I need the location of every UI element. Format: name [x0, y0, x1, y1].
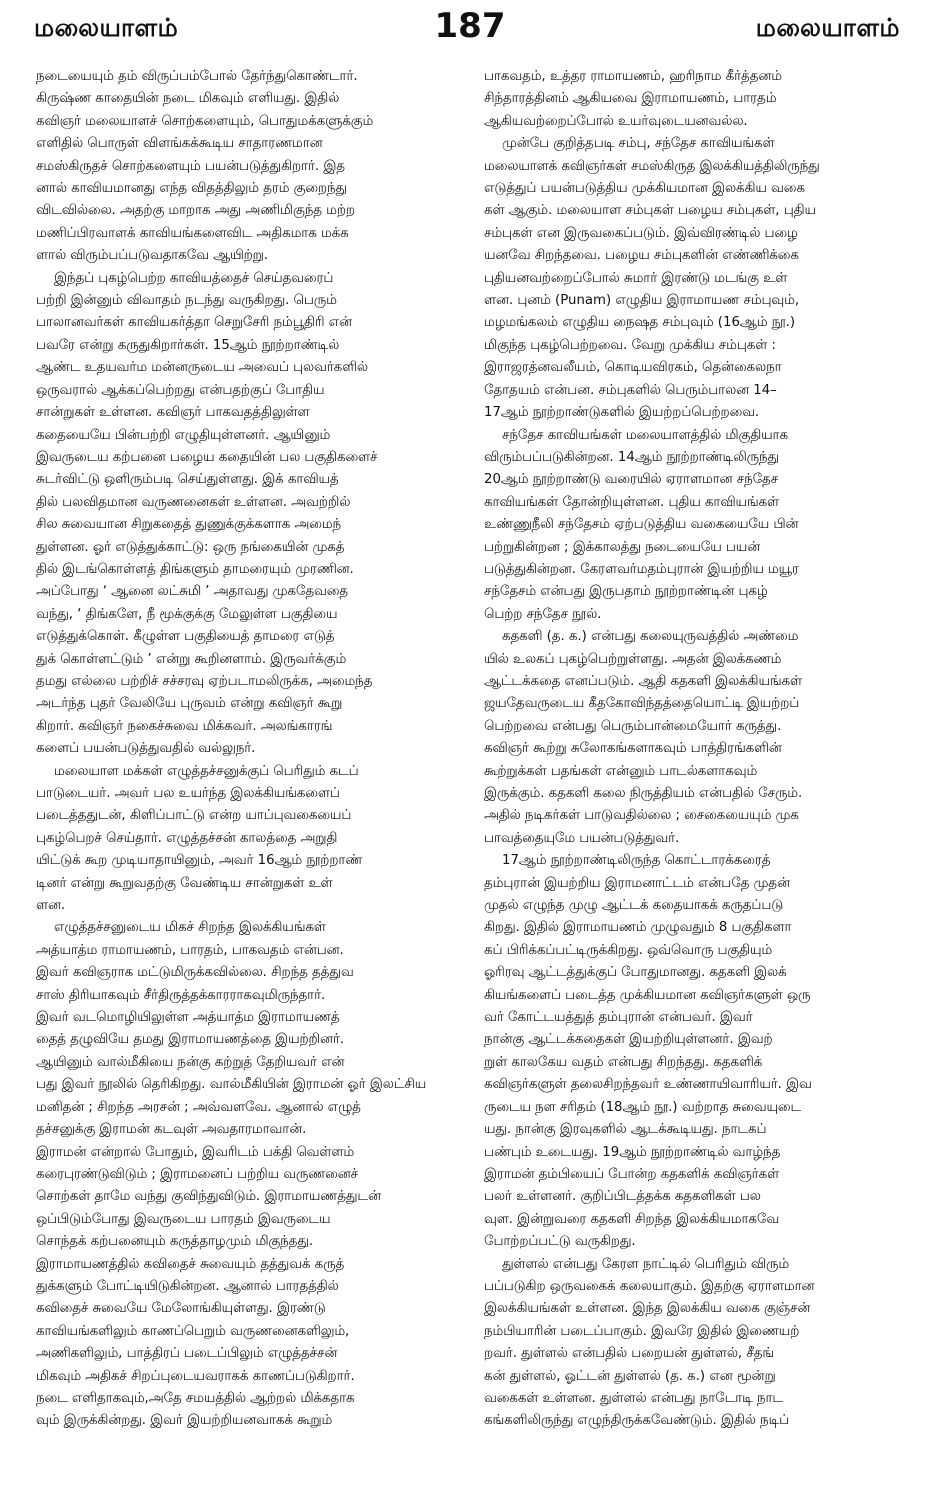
- text-line: ஆயினும் வால்மீகியை நன்கு கற்றுத் தேறியவர் என்: [36, 1054, 345, 1070]
- running-title-right: மலையாளம்: [755, 14, 900, 42]
- text-line: கவிஞர்களுள் தலைசிறந்தவர் உண்ணாயிவாரியர். இவ: [484, 1077, 812, 1093]
- text-line: சமஸ்கிருதச் சொற்களையும் பயன்படுத்துகிறார். இத: [36, 158, 345, 174]
- text-line: கப் பிரிக்கப்பட்டிருக்கிறது. ஒவ்வொரு பகுதியும்: [484, 942, 773, 958]
- text-line: முதல் எழுந்த முழு ஆட்டக் கதையாகக் கருதப்படு: [484, 898, 784, 914]
- running-title-left: மலையாளம்: [34, 14, 179, 42]
- text-line: விடவில்லை. அதற்கு மாறாக அது அணிமிகுந்த மற்ற: [36, 203, 355, 219]
- text-line: களைப் பயன்படுத்துவதில் வல்லுநர்.: [36, 741, 256, 757]
- text-line: கிறது. இதில் இராமாயணம் முழுவதும் 8 பகுதிகளா: [484, 920, 792, 936]
- text-line: சந்தேசம் என்பது இருபதாம் நூற்றாண்டின் புகழ்: [484, 584, 768, 600]
- text-line: சாஸ் திரியாகவும் சீர்திருத்தக்காரராகவுமிருந்தார்.: [36, 987, 326, 1003]
- text-line: யில் உலகப் புகழ்பெற்றுள்ளது. அதன் இலக்கணம்: [484, 651, 782, 667]
- text-line: மிகவும் அதிகச் சிறப்புடையவராகக் காணப்படுகிறார்.: [36, 1368, 355, 1384]
- text-line: டினர் என்று கூறுவதற்கு வேண்டிய சான்றுகள் உள்: [36, 875, 333, 891]
- text-line: தம்புரான் இயற்றிய இராமனாட்டம் என்பதே முதன்: [484, 875, 790, 891]
- text-line: பாகவதம், உத்தர ராமாயணம், ஹரிநாம கீர்த்தனம்: [484, 69, 782, 84]
- text-line: னால் காவியமானது எந்த விதத்திலும் தரம் குறைந்து: [36, 181, 348, 197]
- paragraph: [484, 425, 902, 627]
- text-line: பது இவர் நூலில் தெரிகிறது. வால்மீகியின் இராமன் ஓர் இலட்சிய: [36, 1077, 427, 1093]
- paragraph: [484, 66, 902, 133]
- text-line: பற்றி இன்னும் விவாதம் நடந்து வருகிறது. பெரும்: [36, 293, 337, 309]
- text-line: காவியங்களிலும் காணப்பெறும் வருணனைகளிலும்,: [36, 1323, 350, 1339]
- text-line: சொந்தக் கற்பனையும் கருத்தாழமும் மிகுந்தது.: [36, 1234, 314, 1250]
- text-line: பாடுடையர். அவர் பல உயர்ந்த இலக்கியங்களைப்: [36, 786, 340, 801]
- text-line: ஒருவரால் ஆக்கப்பெற்றது என்பதற்குப் போதிய: [36, 382, 325, 398]
- text-line: எடுத்துக்கொள். கீழுள்ள பகுதியைத் தாமரை எடுத்: [36, 629, 335, 645]
- text-line: கதகளி (த. க.) என்பது கலையுருவத்தில் அண்மை: [502, 629, 799, 645]
- paragraph: [484, 133, 902, 424]
- text-line: ஒப்பிடும்போது இவருடைய பாரதம் இவருடைய: [36, 1211, 331, 1227]
- text-line: தமது எல்லை பற்றிச் சச்சரவு ஏற்படாமலிருக்க, அமைந்த: [36, 673, 373, 689]
- text-line: 17ஆம் நூற்றாண்டுகளில் இயற்றப்பெற்றவை.: [484, 405, 760, 421]
- text-line: மலையாள மக்கள் எழுத்தச்சனுக்குப் பெரிதும் கடப்: [54, 763, 359, 779]
- text-line: யனவே சிறந்தவை. பழைய சம்புகளின் எண்ணிக்கை: [484, 248, 799, 264]
- text-line: அத்யாத்ம ராமாயணம், பாரதம், பாகவதம் என்பன.: [36, 942, 344, 958]
- text-line: அடர்ந்த புதர் வேலியே புருவம் என்று கவிஞர் கூறு: [36, 696, 343, 712]
- text-line: இராஜரத்னவலீயம், கொடியவிரகம், தென்கைலநா: [484, 360, 782, 376]
- text-line: வந்து, ‘ திங்களே, நீ மூக்குக்கு மேலுள்ள பகுதியை: [36, 606, 338, 622]
- text-line: ஆகியவற்றைப்போல் உயர்வுடையனவல்ல.: [484, 113, 748, 129]
- text-line: தில் இடங்கொள்ளத் திங்களும் தாமரையும் முரணின.: [36, 561, 354, 577]
- text-line: கிருஷ்ண காதையின் நடை மிகவும் எளியது. இதில்: [36, 91, 340, 107]
- text-line: ஓரிரவு ஆட்டத்துக்குப் போதுமானது. கதகளி இலக்: [484, 965, 787, 981]
- text-line: மலையாளக் கவிஞர்கள் சமஸ்கிருத இலக்கியத்திலிருந்து: [484, 158, 820, 174]
- text-line: வகைகள் உள்ளன. துள்ளல் என்பது நாடோடி நாட: [484, 1390, 783, 1406]
- text-line: அதில் நடிகர்கள் பாடுவதில்லை ; சைகையையும் முக: [484, 808, 799, 824]
- text-line: சில சுவையான சிறுகதைத் துணுக்குக்களாக அமைந்: [36, 517, 342, 533]
- text-line: போற்றப்பட்டு வருகிறது.: [484, 1234, 636, 1250]
- text-line: உண்ணுநீலி சந்தேசம் ஏற்படுத்திய வகையையே பின்: [484, 517, 799, 533]
- left-text-column: [36, 66, 454, 1486]
- text-line: வுள. இன்றுவரை கதகளி சிறந்த இலக்கியமாகவே: [484, 1211, 780, 1227]
- text-line: மழமங்கலம் எழுதிய நைஷத சம்புவும் (16ஆம் நூ.): [484, 315, 796, 331]
- text-line: 20ஆம் நூற்றாண்டு வரையில் ஏராளமான சந்தேச: [484, 472, 779, 488]
- text-line: மணிப்பிரவாளக் காவியங்களைவிட அதிகமாக மக்க: [36, 225, 349, 241]
- text-line: தில் பலவிதமான வருணனைகள் உள்ளன. அவற்றில்: [36, 494, 351, 510]
- text-line: ளன. புனம் (Punam) எழுதிய இராமாயண சம்புவும்,: [484, 293, 800, 309]
- paragraph: [484, 850, 902, 1253]
- text-line: தச்சனுக்கு இராமன் கடவுள் அவதாரமாவான்.: [36, 1122, 307, 1138]
- paragraph: [484, 1254, 902, 1433]
- text-line: பற்றுகின்றன ; இக்காலத்து நடையையே பயன்: [484, 539, 761, 555]
- text-line: படைத்ததுடன், கிளிப்பாட்டு என்ற யாப்புவகையைப்: [36, 808, 352, 824]
- text-line: எடுத்துப் பயன்படுத்திய முக்கியமான இலக்கிய வகை: [484, 181, 805, 197]
- text-line: பவரே என்று கருதுகிறார்கள். 15ஆம் நூற்றாண்டில்: [36, 337, 340, 353]
- text-line: எளிதில் பொருள் விளங்கக்கூடிய சாதாரணமான: [36, 136, 323, 152]
- text-line: புதியனவற்றைப்போல் சுமார் இரண்டு மடங்கு உள்: [484, 270, 788, 286]
- text-line: நடையையும் தம் விருப்பம்போல் தேர்ந்துகொண்டார்.: [36, 69, 358, 84]
- text-line: கள் ஆகும். மலையாள சம்புகள் பழைய சம்புகள், புதிய: [484, 203, 816, 219]
- right-text-column: [484, 66, 902, 1486]
- text-line: ஜயதேவருடைய கீதகோவிந்தத்தையொட்டி இயற்றப்: [484, 696, 800, 712]
- text-line: துக் கொள்ளட்டும் ’ என்று கூறினளாம். இருவர்க்கும்: [36, 651, 347, 667]
- text-line: கங்களிலிருந்து எழுந்திருக்கவேண்டும். இதில் நடிப்: [484, 1413, 790, 1429]
- text-line: மனிதன் ; சிறந்த அரசன் ; அவ்வளவே. ஆனால் எழுத்: [36, 1099, 361, 1115]
- text-line: கரைபுரண்டுவிடும் ; இராமனைப் பற்றிய வருணனைச்: [36, 1166, 359, 1182]
- text-line: நான்கு ஆட்டக்கதைகள் இயற்றியுள்ளனர். இவற்: [484, 1032, 773, 1048]
- paragraph: [36, 917, 454, 1432]
- text-line: கவிஞர் கூற்று சுலோகங்களாகவும் பாத்திரங்களின்: [484, 741, 782, 757]
- text-line: சொற்கள் தாமே வந்து குவிந்துவிடும். இராமாயணத்துடன்: [36, 1189, 381, 1205]
- text-line: ளால் விரும்பப்படுவதாகவே ஆயிற்று.: [36, 248, 269, 264]
- text-line: இந்தப் புகழ்பெற்ற காவியத்தைச் செய்தவரைப்: [54, 270, 334, 286]
- text-line: படுத்துகின்றன. கேரளவர்மதம்புரான் இயற்றிய மயூர: [484, 561, 799, 577]
- text-line: இராமன் தம்பியைப் போன்ற கதகளிக் கவிஞர்கள்: [484, 1166, 780, 1182]
- text-line: தோதயம் என்பன. சம்புகளில் பெரும்பாலன 14–: [484, 382, 777, 398]
- text-line: எழுத்தச்சனுடைய மிகச் சிறந்த இலக்கியங்கள்: [54, 920, 326, 936]
- text-line: யது. நான்கு இரவுகளில் ஆடக்கூடியது. நாடகப்: [484, 1122, 767, 1138]
- page-header: [0, 0, 940, 58]
- text-line: யிட்டுக் கூற முடியாதாயினும், அவர் 16ஆம் நூற்றாண்: [36, 853, 363, 869]
- text-line: சான்றுகள் உள்ளன. கவிஞர் பாகவதத்திலுள்ள: [36, 405, 310, 421]
- text-line: ளன.: [36, 898, 66, 914]
- text-line: கவிஞர் மலையாளச் சொற்களையும், பொதுமக்களுக்கும்: [36, 113, 374, 129]
- text-line: காவியங்கள் தோன்றியுள்ளன. புதிய காவியங்கள்: [484, 494, 780, 510]
- text-line: பெற்றவை என்பது பெரும்பான்மையோர் கருத்து.: [484, 718, 782, 734]
- text-line: சிந்தாரத்தினம் ஆகியவை இராமாயணம், பாரதம்: [484, 91, 777, 107]
- text-line: கூற்றுக்கள் பதங்கள் என்னும் பாடல்களாகவும்: [484, 763, 758, 779]
- text-line: இவர் கவிஞராக மட்டுமிருக்கவில்லை. சிறந்த தத்துவ: [36, 965, 354, 981]
- text-line: கியங்களைப் படைத்த முக்கியமான கவிஞர்களுள் ஒரு: [484, 987, 811, 1003]
- text-line: பெற்ற சந்தேச நூல்.: [484, 606, 602, 622]
- text-line: கிறார். கவிஞர் நகைச்சுவை மிக்கவர். அலங்காரங்: [36, 718, 333, 734]
- text-line: தைத் தழுவியே தமது இராமாயணத்தை இயற்றினர்.: [36, 1032, 345, 1048]
- text-line: புகழ்பெறச் செய்தார். எழுத்தச்சன் காலத்தை அறுதி: [36, 830, 338, 846]
- text-line: 17ஆம் நூற்றாண்டிலிருந்த கொட்டாரக்கரைத்: [502, 853, 771, 869]
- text-line: ஆட்டக்கதை எனப்படும். ஆதி கதகளி இலக்கியங்கள்: [484, 673, 803, 689]
- paragraph: [484, 626, 902, 850]
- text-line: துக்களும் போட்டியிடுகின்றன. ஆனால் பாரதத்தில்: [36, 1278, 339, 1294]
- text-line: பண்பும் உடையது. 19ஆம் நூற்றாண்டில் வாழ்ந்த: [484, 1144, 781, 1160]
- page-number: 187: [434, 6, 506, 46]
- text-line: வர் கோட்டயத்துத் தம்புரான் என்பவர். இவர்: [484, 1010, 753, 1026]
- text-line: இவருடைய கற்பனை பழைய கதையின் பல பகுதிகளைச்: [36, 449, 378, 465]
- text-line: இவர் வடமொழியிலுள்ள அத்யாத்ம இராமாயணத்: [36, 1010, 340, 1026]
- text-line: இராமன் என்றால் போதும், இவரிடம் பக்தி வெள்ளம்: [36, 1144, 355, 1160]
- text-line: பப்படுகிற ஒருவகைக் கலையாகும். இதற்கு ஏராளமான: [484, 1278, 815, 1294]
- text-line: பாலானவர்கள் காவியகர்த்தா செறுசேரி நம்பூதிரி என்: [36, 315, 352, 331]
- text-line: பலர் உள்ளனர். குறிப்பிடத்தக்க கதகளிகள் பல: [484, 1189, 761, 1205]
- text-line: இராமாயணத்தில் கவிதைச் சுவையும் தத்துவக் கருத்: [36, 1256, 345, 1272]
- text-line: ருடைய நள சரிதம் (18ஆம் நூ.) வற்றாத சுவையுடை: [484, 1099, 802, 1115]
- text-line: ஆண்ட உதயவர்ம மன்னருடைய அவைப் புலவர்களில்: [36, 360, 368, 376]
- text-line: அப்போது ‘ ஆனை லட்சுமி ’ அதாவது முகதேவதை: [36, 584, 348, 600]
- text-line: றுள் காலகேய வதம் என்பது சிறந்தது. கதகளிக்: [484, 1054, 763, 1070]
- text-line: கவிதைச் சுவையே மேலோங்கியுள்ளது. இரண்டு: [36, 1301, 326, 1317]
- text-line: துள்ளன. ஓர் எடுத்துக்காட்டு: ஒரு நங்கையின் முகத்: [36, 539, 345, 555]
- text-line: வும் இருக்கின்றது. இவர் இயற்றியனவாகக் கூறும்: [36, 1413, 333, 1429]
- text-line: அணிகளிலும், பாத்திரப் படைப்பிலும் எழுத்தச்சன்: [36, 1346, 338, 1362]
- text-line: இலக்கியங்கள் உள்ளன. இந்த இலக்கிய வகை குஞ்சன்: [484, 1301, 811, 1317]
- text-line: கதையையே பின்பற்றி எழுதியுள்ளனர். ஆயினும்: [36, 427, 331, 443]
- paragraph: [36, 268, 454, 761]
- text-line: சுடர்விட்டு ஒளிரும்படி செய்துள்ளது. இக் காவியத்: [36, 472, 339, 488]
- text-line: துள்ளல் என்பது கேரள நாட்டில் பெரிதும் விரும்: [502, 1256, 790, 1272]
- paragraph: [36, 761, 454, 918]
- text-line: விரும்பப்படுகின்றன. 14ஆம் நூற்றாண்டிலிருந்து: [484, 449, 779, 465]
- text-line: சம்புகள் என இருவகைப்படும். இவ்விரண்டில் பழை: [484, 225, 798, 241]
- text-line: றவர். துள்ளல் என்பதில் பறையன் துள்ளல், சீதங்: [484, 1346, 775, 1362]
- text-line: முன்பே குறித்தபடி சம்பு, சந்தேச காவியங்கள்: [502, 136, 775, 152]
- text-line: இருக்கும். கதகளி கலை நிருத்தியம் என்பதில் சேரும்.: [484, 786, 803, 801]
- text-line: சந்தேச காவியங்கள் மலையாளத்தில் மிகுதியாக: [502, 427, 789, 443]
- text-line: கன் துள்ளல், ஓட்டன் துள்ளல் (த. க.) என மூன்று: [484, 1368, 776, 1384]
- text-line: மிகுந்த புகழ்பெற்றவை. வேறு முக்கிய சம்புகள் :: [484, 337, 776, 353]
- paragraph: [36, 66, 454, 268]
- text-line: பாவத்தையுமே பயன்படுத்துவர்.: [484, 830, 680, 846]
- text-line: நடை எளிதாகவும்,அதே சமயத்தில் ஆற்றல் மிக்கதாக: [36, 1390, 355, 1406]
- text-line: நம்பியாரின் படைப்பாகும். இவரே இதில் இணையற்: [484, 1323, 800, 1339]
